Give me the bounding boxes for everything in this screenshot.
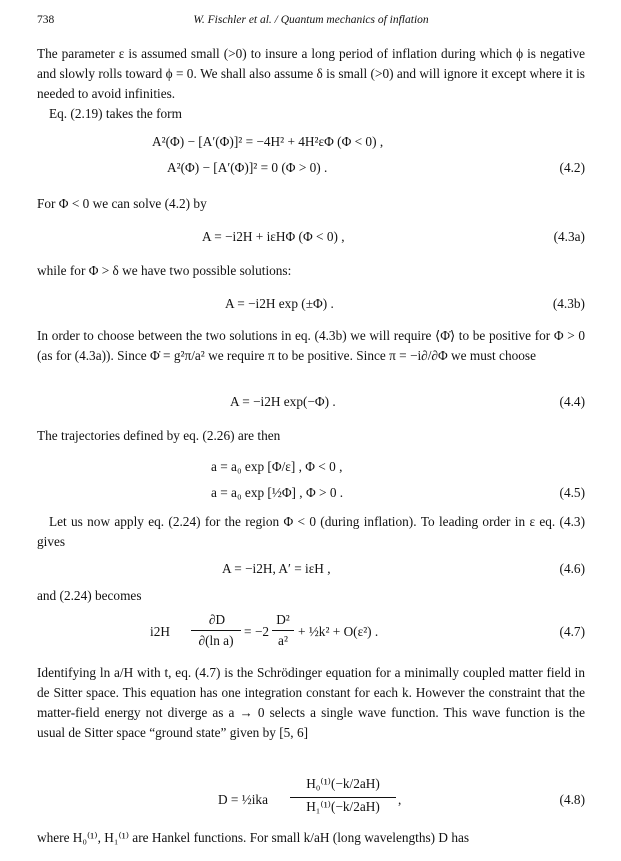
equation-text: A = −i2H exp (±Φ) . [225, 296, 334, 311]
paragraph-eq-2-19-intro: Eq. (2.19) takes the form [49, 106, 182, 121]
eq48-tail: , [398, 792, 402, 807]
paragraph-choose-solution: In order to choose between the two solutions in eq. (4.3b) we will require ⟨Φ̇⟩ to be positive for Φ > 0 (as for (4.3a)). Since Φ̇ = g²π/a² we require π to be positive. Since π = −i∂/∂Φ we must choose [37, 328, 585, 363]
paragraph-2-24-becomes: and (2.24) becomes [37, 588, 142, 603]
eq48-lhs: D = ½ika [218, 792, 268, 807]
eq47-lhs-prefix: i2H [150, 624, 170, 639]
equation-4-3b [37, 293, 585, 315]
eq47-denominator-1: ∂(ln a) [198, 633, 234, 648]
paragraph-apply-eq-2-24: Let us now apply eq. (2.24) for the region Φ < 0 (during inflation). To leading order in ε eq. (4.3) gives [37, 514, 585, 549]
equation-4-2-line-2 [37, 157, 585, 179]
equation-4-6 [37, 558, 585, 580]
paragraph-trajectories: The trajectories defined by eq. (2.26) are then [37, 428, 281, 443]
paragraph-parameter-epsilon: The parameter ε is assumed small (>0) to insure a long period of inflation during which ϕ is negative and slowly rolls toward ϕ = 0. We shall also assume δ is small (>0) and will ignore it except where it is needed to avoid infinities. [37, 46, 585, 101]
page-number: 738 [37, 14, 55, 26]
equation-text: a = a₀ exp [½Φ] , Φ > 0 . [211, 485, 344, 500]
equation-text: A²(Φ) − [A′(Φ)]² = −4H² + 4H²εΦ (Φ < 0) , [152, 134, 384, 149]
equation-number: (4.2) [559, 160, 585, 175]
equation-number: (4.3b) [552, 296, 585, 311]
running-title: W. Fischler et al. / Quantum mechanics of inflation [193, 14, 429, 26]
equation-number: (4.4) [559, 394, 585, 409]
eq47-fraction-bar-2 [272, 630, 294, 631]
eq47-rhs: + ½k² + O(ε²) . [298, 624, 379, 639]
equation-number: (4.5) [559, 485, 585, 500]
eq48-fraction-bar [290, 797, 396, 798]
equation-text: A = −i2H, A′ = iεH , [222, 561, 331, 576]
eq47-numerator-2: D² [276, 612, 290, 627]
equation-4-5-line-2 [37, 482, 585, 504]
eq47-middle: = −2 [244, 624, 269, 639]
equation-4-3a [37, 226, 585, 248]
equation-4-5-line-1 [37, 456, 585, 478]
equation-number: (4.3a) [553, 229, 585, 244]
equation-4-4 [37, 391, 585, 413]
eq47-denominator-2: a² [278, 633, 288, 648]
equation-number: (4.8) [559, 792, 585, 807]
equation-number: (4.7) [559, 624, 585, 639]
paragraph-schrodinger: Identifying ln a/H with t, eq. (4.7) is the Schrödinger equation for a minimally coupled matter field in de Sitter space. This equation has one integration constant for each k. However the constraint that the matter-field energy not diverge as a → 0 selects a single wave function. This wave function is the usual de Sitter space “ground state” given by [5, 6] [37, 665, 585, 740]
equation-text: a = a₀ exp [Φ/ε] , Φ < 0 , [211, 459, 343, 474]
paragraph-two-solutions: while for Φ > δ we have two possible solutions: [37, 263, 292, 278]
equation-number: (4.6) [559, 561, 585, 576]
equation-text: A²(Φ) − [A′(Φ)]² = 0 (Φ > 0) . [167, 160, 328, 175]
page-header [37, 14, 585, 30]
equation-text: A = −i2H + iεHΦ (Φ < 0) , [202, 229, 345, 244]
paragraph-solve-4-2: For Φ < 0 we can solve (4.2) by [37, 196, 207, 211]
eq47-numerator-1: ∂D [208, 612, 226, 627]
equation-text: A = −i2H exp(−Φ) . [230, 394, 336, 409]
equation-4-2-line-1 [37, 131, 585, 153]
eq48-numerator: H₀⁽¹⁾(−k/2aH) [306, 776, 380, 791]
paragraph-hankel: where H₀⁽¹⁾, H₁⁽¹⁾ are Hankel functions. For small k/aH (long wavelengths) D has [37, 830, 470, 845]
eq48-denominator: H₁⁽¹⁾(−k/2aH) [306, 799, 380, 814]
eq47-fraction-bar-1 [191, 630, 241, 631]
